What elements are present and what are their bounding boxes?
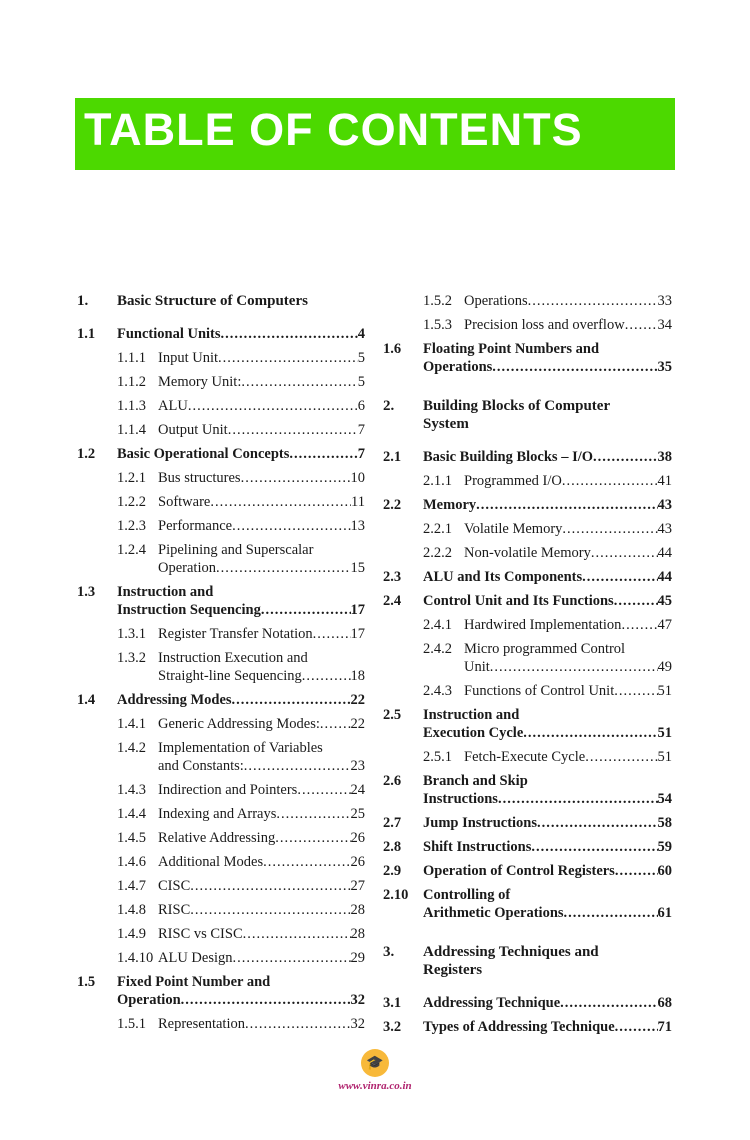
entry-number: 1.5.1 bbox=[117, 1016, 146, 1032]
dot-leader bbox=[320, 715, 351, 733]
page-title: TABLE OF CONTENTS bbox=[84, 104, 583, 155]
dot-leader bbox=[243, 925, 351, 943]
page-number: 25 bbox=[350, 806, 365, 822]
entry-title: and Constants: bbox=[158, 758, 244, 774]
page-number: 59 bbox=[657, 839, 672, 855]
entry-number: 1.4.6 bbox=[117, 854, 146, 870]
dot-leader bbox=[190, 901, 350, 919]
page-number: 71 bbox=[657, 1019, 672, 1035]
entry-title: Instructions bbox=[423, 791, 498, 807]
page-number: 7 bbox=[357, 446, 365, 462]
dot-leader bbox=[476, 496, 657, 514]
entry-title: Addressing Modes bbox=[117, 692, 232, 708]
entry-number: 1.4.5 bbox=[117, 830, 146, 846]
entry-number: 1.1.4 bbox=[117, 422, 146, 438]
entry-number: 1.4.7 bbox=[117, 878, 146, 894]
entry-number: 1.3 bbox=[77, 584, 96, 600]
entry-title: Relative Addressing bbox=[158, 830, 276, 846]
entry-title: Building Blocks of Computer bbox=[423, 398, 611, 414]
page-number: 51 bbox=[657, 749, 672, 765]
entry-number: 1.5.3 bbox=[423, 317, 452, 333]
entry-title: Non-volatile Memory bbox=[464, 545, 591, 561]
entry-number: 2.5.1 bbox=[423, 749, 452, 765]
dot-leader bbox=[585, 748, 657, 766]
entry-number: 1.6 bbox=[383, 341, 402, 357]
entry-number: 2.3 bbox=[383, 569, 402, 585]
entry-title: RISC bbox=[158, 902, 191, 918]
entry-title: Input Unit bbox=[158, 350, 219, 366]
page-number: 15 bbox=[350, 560, 365, 576]
entry-number: 1.2.3 bbox=[117, 518, 146, 534]
entry-title: Addressing Techniques and bbox=[423, 944, 599, 960]
entry-title: Operation of Control Registers bbox=[423, 863, 615, 879]
entry-number: 1.4.4 bbox=[117, 806, 146, 822]
entry-title: Fixed Point Number and bbox=[117, 974, 271, 990]
entry-title: Operation bbox=[117, 992, 181, 1008]
entry-number: 1.3.2 bbox=[117, 650, 146, 666]
graduation-cap-icon: 🎓 bbox=[361, 1049, 389, 1077]
entry-title: Straight-line Sequencing bbox=[158, 668, 302, 684]
page-number: 7 bbox=[357, 422, 365, 438]
page-number: 33 bbox=[657, 293, 672, 309]
dot-leader bbox=[241, 373, 357, 391]
entry-title: Basic Building Blocks – I/O bbox=[423, 449, 594, 465]
entry-number: 1. bbox=[77, 293, 89, 309]
entry-title: Instruction and bbox=[117, 584, 214, 600]
entry-title: Memory Unit: bbox=[158, 374, 242, 390]
entry-title: Register Transfer Notation bbox=[158, 626, 313, 642]
entry-title: ALU bbox=[158, 398, 188, 414]
entry-title: Instruction and bbox=[423, 707, 520, 723]
page-number: 51 bbox=[657, 725, 672, 741]
page-number: 45 bbox=[657, 593, 672, 609]
entry-number: 1.4.1 bbox=[117, 716, 146, 732]
entry-number: 2.1 bbox=[383, 449, 402, 465]
entry-number: 2.4.3 bbox=[423, 683, 452, 699]
entry-title: Fetch-Execute Cycle bbox=[464, 749, 586, 765]
entry-title: Types of Addressing Technique bbox=[423, 1019, 615, 1035]
page-number: 32 bbox=[350, 992, 365, 1008]
page-number: 58 bbox=[657, 815, 672, 831]
dot-leader bbox=[233, 949, 351, 967]
page-number: 28 bbox=[350, 902, 365, 918]
dot-leader bbox=[297, 781, 350, 799]
page-number: 60 bbox=[657, 863, 672, 879]
entry-title: RISC vs CISC bbox=[158, 926, 243, 942]
page-number: 17 bbox=[350, 626, 365, 642]
page-number: 29 bbox=[350, 950, 365, 966]
page-number: 22 bbox=[350, 692, 365, 708]
page-number: 44 bbox=[657, 569, 672, 585]
page-number: 23 bbox=[350, 758, 365, 774]
dot-leader bbox=[562, 472, 658, 490]
entry-number: 2.4.2 bbox=[423, 641, 452, 657]
page-number: 5 bbox=[357, 374, 365, 390]
entry-number: 2.2.1 bbox=[423, 521, 452, 537]
dot-leader bbox=[625, 316, 658, 334]
entry-title: Operation bbox=[158, 560, 216, 576]
entry-title: Additional Modes bbox=[158, 854, 264, 870]
dot-leader bbox=[275, 829, 350, 847]
page-number: 47 bbox=[657, 617, 672, 633]
entry-title: Instruction Sequencing bbox=[117, 602, 261, 618]
dot-leader bbox=[614, 682, 657, 700]
entry-number: 2.4 bbox=[383, 593, 402, 609]
dot-leader bbox=[190, 877, 350, 895]
entry-number: 3. bbox=[383, 944, 395, 960]
dot-leader bbox=[289, 445, 357, 463]
page-number: 10 bbox=[350, 470, 365, 486]
page-number: 54 bbox=[657, 791, 672, 807]
page-number: 41 bbox=[657, 473, 672, 489]
page-number: 24 bbox=[350, 782, 365, 798]
entry-number: 2.8 bbox=[383, 839, 402, 855]
entry-title: Functional Units bbox=[117, 326, 221, 342]
entry-number: 1.2.2 bbox=[117, 494, 146, 510]
dot-leader bbox=[241, 469, 351, 487]
entry-title: Branch and Skip bbox=[423, 773, 528, 789]
dot-leader bbox=[564, 904, 658, 922]
page-number: 44 bbox=[657, 545, 672, 561]
entry-number: 1.4.10 bbox=[117, 950, 154, 966]
entry-title: Software bbox=[158, 494, 211, 510]
entry-number: 1.4.8 bbox=[117, 902, 146, 918]
page-number: 6 bbox=[357, 398, 365, 414]
dot-leader bbox=[261, 601, 351, 619]
entry-title: Memory bbox=[423, 497, 477, 513]
dot-leader bbox=[492, 358, 657, 376]
dot-leader bbox=[218, 349, 358, 367]
dot-leader bbox=[232, 517, 350, 535]
entry-title: Bus structures bbox=[158, 470, 241, 486]
entry-number: 2.7 bbox=[383, 815, 402, 831]
page-number: 43 bbox=[657, 497, 672, 513]
dot-leader bbox=[228, 421, 358, 439]
page-number: 49 bbox=[657, 659, 672, 675]
page-number: 22 bbox=[350, 716, 365, 732]
entry-title: Registers bbox=[423, 962, 483, 978]
dot-leader bbox=[216, 559, 351, 577]
page-number: 13 bbox=[350, 518, 365, 534]
entry-title: Implementation of Variables bbox=[158, 740, 323, 756]
dot-leader bbox=[276, 805, 350, 823]
dot-leader bbox=[615, 862, 658, 880]
entry-title: Arithmetic Operations bbox=[423, 905, 564, 921]
dot-leader bbox=[221, 325, 358, 343]
page-number: 28 bbox=[350, 926, 365, 942]
dot-leader bbox=[562, 520, 657, 538]
entry-title: Programmed I/O bbox=[464, 473, 562, 489]
entry-title: Volatile Memory bbox=[464, 521, 563, 537]
page-number: 32 bbox=[350, 1016, 365, 1032]
page-number: 26 bbox=[350, 830, 365, 846]
entry-number: 2.1.1 bbox=[423, 473, 452, 489]
entry-number: 1.4.3 bbox=[117, 782, 146, 798]
page-number: 5 bbox=[357, 350, 365, 366]
entry-title: ALU Design bbox=[158, 950, 233, 966]
page-number: 34 bbox=[657, 317, 672, 333]
dot-leader bbox=[537, 814, 657, 832]
page-number: 61 bbox=[657, 905, 672, 921]
page-number: 26 bbox=[350, 854, 365, 870]
page-number: 17 bbox=[350, 602, 365, 618]
entry-title: Representation bbox=[158, 1016, 245, 1032]
entry-number: 1.2.1 bbox=[117, 470, 146, 486]
dot-leader bbox=[490, 658, 658, 676]
entry-title: Instruction Execution and bbox=[158, 650, 308, 666]
entry-number: 2.6 bbox=[383, 773, 402, 789]
entry-title: Operations bbox=[423, 359, 493, 375]
dot-leader bbox=[244, 757, 351, 775]
page-number: 4 bbox=[357, 326, 365, 342]
entry-number: 1.1.2 bbox=[117, 374, 146, 390]
entry-title: Indexing and Arrays bbox=[158, 806, 277, 822]
entry-title: Control Unit and Its Functions bbox=[423, 593, 614, 609]
title-banner bbox=[75, 98, 675, 170]
entry-title: Basic Operational Concepts bbox=[117, 446, 290, 462]
entry-title: Unit bbox=[464, 659, 490, 675]
entry-title: Jump Instructions bbox=[423, 815, 538, 831]
dot-leader bbox=[591, 544, 658, 562]
page-number: 51 bbox=[657, 683, 672, 699]
dot-leader bbox=[531, 838, 657, 856]
dot-leader bbox=[313, 625, 351, 643]
entry-title: Execution Cycle bbox=[423, 725, 524, 741]
entry-title: Floating Point Numbers and bbox=[423, 341, 600, 357]
entry-number: 2.9 bbox=[383, 863, 402, 879]
dot-leader bbox=[560, 994, 657, 1012]
dot-leader bbox=[615, 1018, 658, 1036]
dot-leader bbox=[523, 724, 657, 742]
entry-title: Addressing Technique bbox=[423, 995, 561, 1011]
dot-leader bbox=[232, 691, 351, 709]
entry-number: 2. bbox=[383, 398, 395, 414]
entry-number: 2.2 bbox=[383, 497, 402, 513]
footer-url[interactable]: www.vinra.co.in bbox=[338, 1080, 412, 1092]
dot-leader bbox=[245, 1015, 351, 1033]
entry-number: 1.1.1 bbox=[117, 350, 146, 366]
entry-number: 1.3.1 bbox=[117, 626, 146, 642]
entry-title: Operations bbox=[464, 293, 528, 309]
entry-number: 2.10 bbox=[383, 887, 409, 903]
dot-leader bbox=[593, 448, 657, 466]
entry-number: 2.2.2 bbox=[423, 545, 452, 561]
entry-number: 1.5 bbox=[77, 974, 96, 990]
page-number: 18 bbox=[350, 668, 365, 684]
page-number: 43 bbox=[657, 521, 672, 537]
entry-number: 1.1 bbox=[77, 326, 96, 342]
entry-title: Micro programmed Control bbox=[464, 641, 626, 657]
dot-leader bbox=[210, 493, 351, 511]
entry-number: 1.4.2 bbox=[117, 740, 146, 756]
entry-number: 1.2 bbox=[77, 446, 96, 462]
page-number: 38 bbox=[657, 449, 672, 465]
entry-title: Generic Addressing Modes: bbox=[158, 716, 320, 732]
entry-number: 1.4 bbox=[77, 692, 96, 708]
dot-leader bbox=[188, 397, 358, 415]
dot-leader bbox=[614, 592, 658, 610]
dot-leader bbox=[582, 568, 657, 586]
dot-leader bbox=[498, 790, 658, 808]
entry-number: 3.1 bbox=[383, 995, 402, 1011]
entry-title: ALU and Its Components bbox=[423, 569, 583, 585]
entry-title: Hardwired Implementation bbox=[464, 617, 622, 633]
entry-title: Controlling of bbox=[423, 887, 511, 903]
dot-leader bbox=[528, 292, 658, 310]
entry-title: Pipelining and Superscalar bbox=[158, 542, 314, 558]
page-number: 68 bbox=[657, 995, 672, 1011]
entry-number: 1.2.4 bbox=[117, 542, 146, 558]
entry-title: CISC bbox=[158, 878, 191, 894]
entry-number: 2.5 bbox=[383, 707, 402, 723]
entry-number: 1.5.2 bbox=[423, 293, 452, 309]
entry-number: 2.4.1 bbox=[423, 617, 452, 633]
entry-title: Shift Instructions bbox=[423, 839, 532, 855]
dot-leader bbox=[263, 853, 350, 871]
dot-leader bbox=[181, 991, 351, 1009]
dot-leader bbox=[302, 667, 351, 685]
entry-number: 1.1.3 bbox=[117, 398, 146, 414]
page-number: 35 bbox=[657, 359, 672, 375]
page-number: 27 bbox=[350, 878, 365, 894]
entry-number: 1.4.9 bbox=[117, 926, 146, 942]
entry-title: System bbox=[423, 416, 469, 432]
entry-title: Performance bbox=[158, 518, 233, 534]
entry-title: Basic Structure of Computers bbox=[117, 293, 308, 309]
entry-number: 3.2 bbox=[383, 1019, 402, 1035]
entry-title: Functions of Control Unit bbox=[464, 683, 615, 699]
entry-title: Precision loss and overflow bbox=[464, 317, 625, 333]
dot-leader bbox=[621, 616, 657, 634]
page-number: 11 bbox=[351, 494, 365, 510]
entry-title: Indirection and Pointers bbox=[158, 782, 298, 798]
entry-title: Output Unit bbox=[158, 422, 228, 438]
